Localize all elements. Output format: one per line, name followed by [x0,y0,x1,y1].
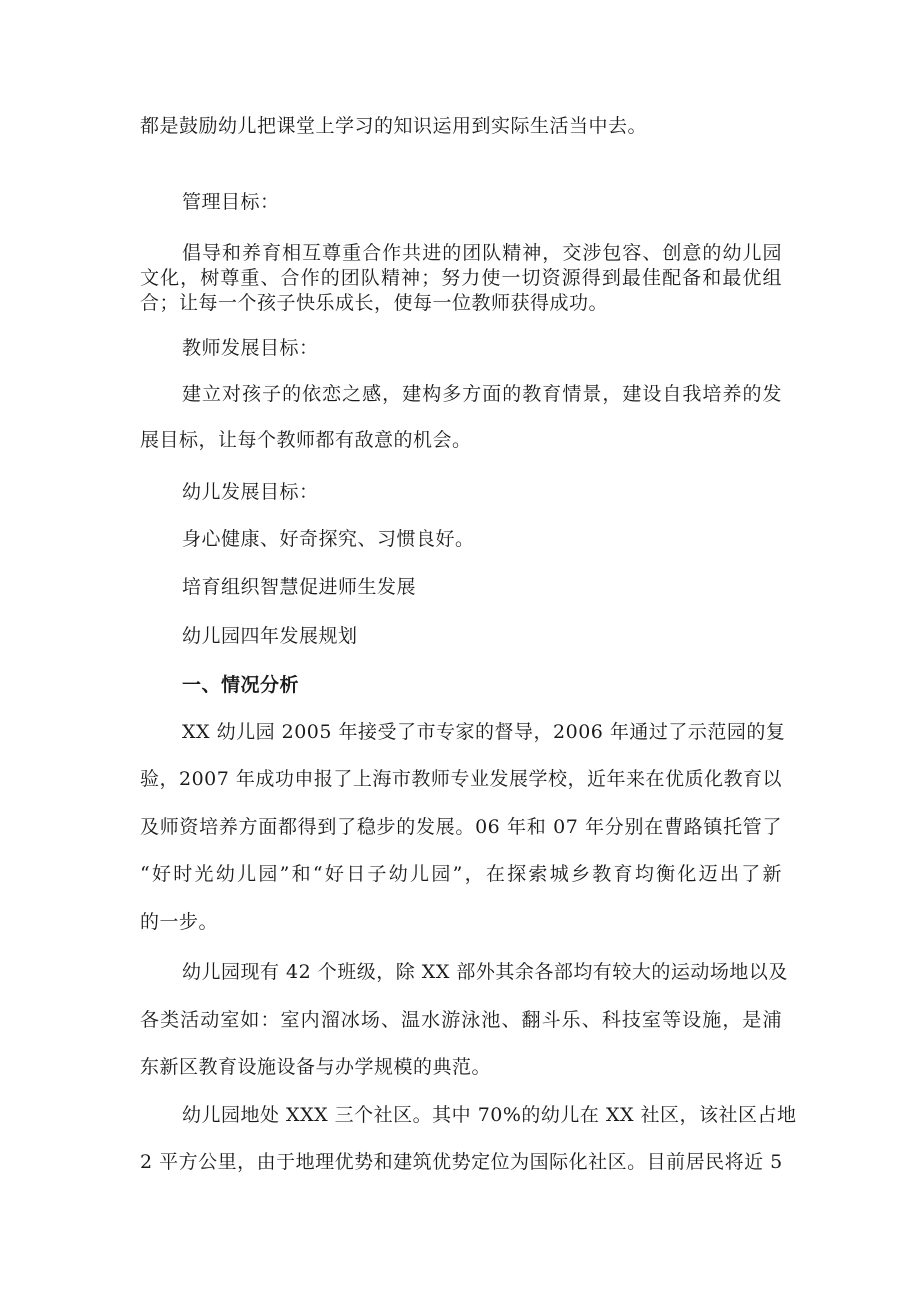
analysis-paragraph-text: 的一步。 [140,911,219,933]
child-goal-heading: 幼儿发展目标： [182,481,319,503]
teacher-goal-heading: 教师发展目标： [182,337,319,359]
community-paragraph-text: 幼儿园地处 XXX 三个社区。其中 70%的幼儿在 XX 社区，该社区占地 [182,1104,797,1126]
analysis-paragraph-text: 及师资培养方面都得到了稳步的发展。06 年和 07 年分别在曹路镇托管了 [140,816,782,838]
management-goal-text: 合；让每一个孩子快乐成长，使每一位教师获得成功。 [140,292,609,314]
facilities-paragraph-text: 各类活动室如：室内溜冰场、温水游泳池、翻斗乐、科技室等设施，是浦 [140,1009,782,1031]
teacher-goal-text: 建立对孩子的依恋之感，建构多方面的教育情景，建设自我培养的发 [182,383,782,405]
child-goal-text: 身心健康、好奇探究、习惯良好。 [182,528,475,550]
facilities-paragraph-text: 幼儿园现有 42 个班级，除 XX 部外其余各部均有较大的运动场地以及 [182,961,788,983]
plan-title: 幼儿园四年发展规划 [182,625,358,647]
facilities-paragraph-text: 东新区教育设施设备与办学规模的典范。 [140,1056,492,1078]
section-heading: 一、情况分析 [182,674,300,696]
paragraph-continuation: 都是鼓励幼儿把课堂上学习的知识运用到实际生活当中去。 [140,115,648,137]
management-goal-heading: 管理目标： [182,191,280,213]
analysis-paragraph-text: XX 幼儿园 2005 年接受了市专家的督导，2006 年通过了示范园的复 [182,721,786,743]
analysis-paragraph-text: “好时光幼儿园”和“好日子幼儿园”，在探索城乡教育均衡化迈出了新 [140,863,782,885]
management-goal-text: 倡导和养育相互尊重合作共进的团队精神，交涉包容、创意的幼儿园 [182,242,782,264]
teacher-goal-text: 展目标，让每个教师都有敌意的机会。 [140,429,472,451]
analysis-paragraph-text: 验，2007 年成功申报了上海市教师专业发展学校，近年来在优质化教育以 [140,768,782,790]
management-goal-text: 文化，树尊重、合作的团队精神；努力使一切资源得到最佳配备和最优组 [140,267,782,289]
subtitle: 培育组织智慧促进师生发展 [182,576,417,598]
community-paragraph-text: 2 平方公里，由于地理优势和建筑优势定位为国际化社区。目前居民将近 5 [140,1151,783,1173]
